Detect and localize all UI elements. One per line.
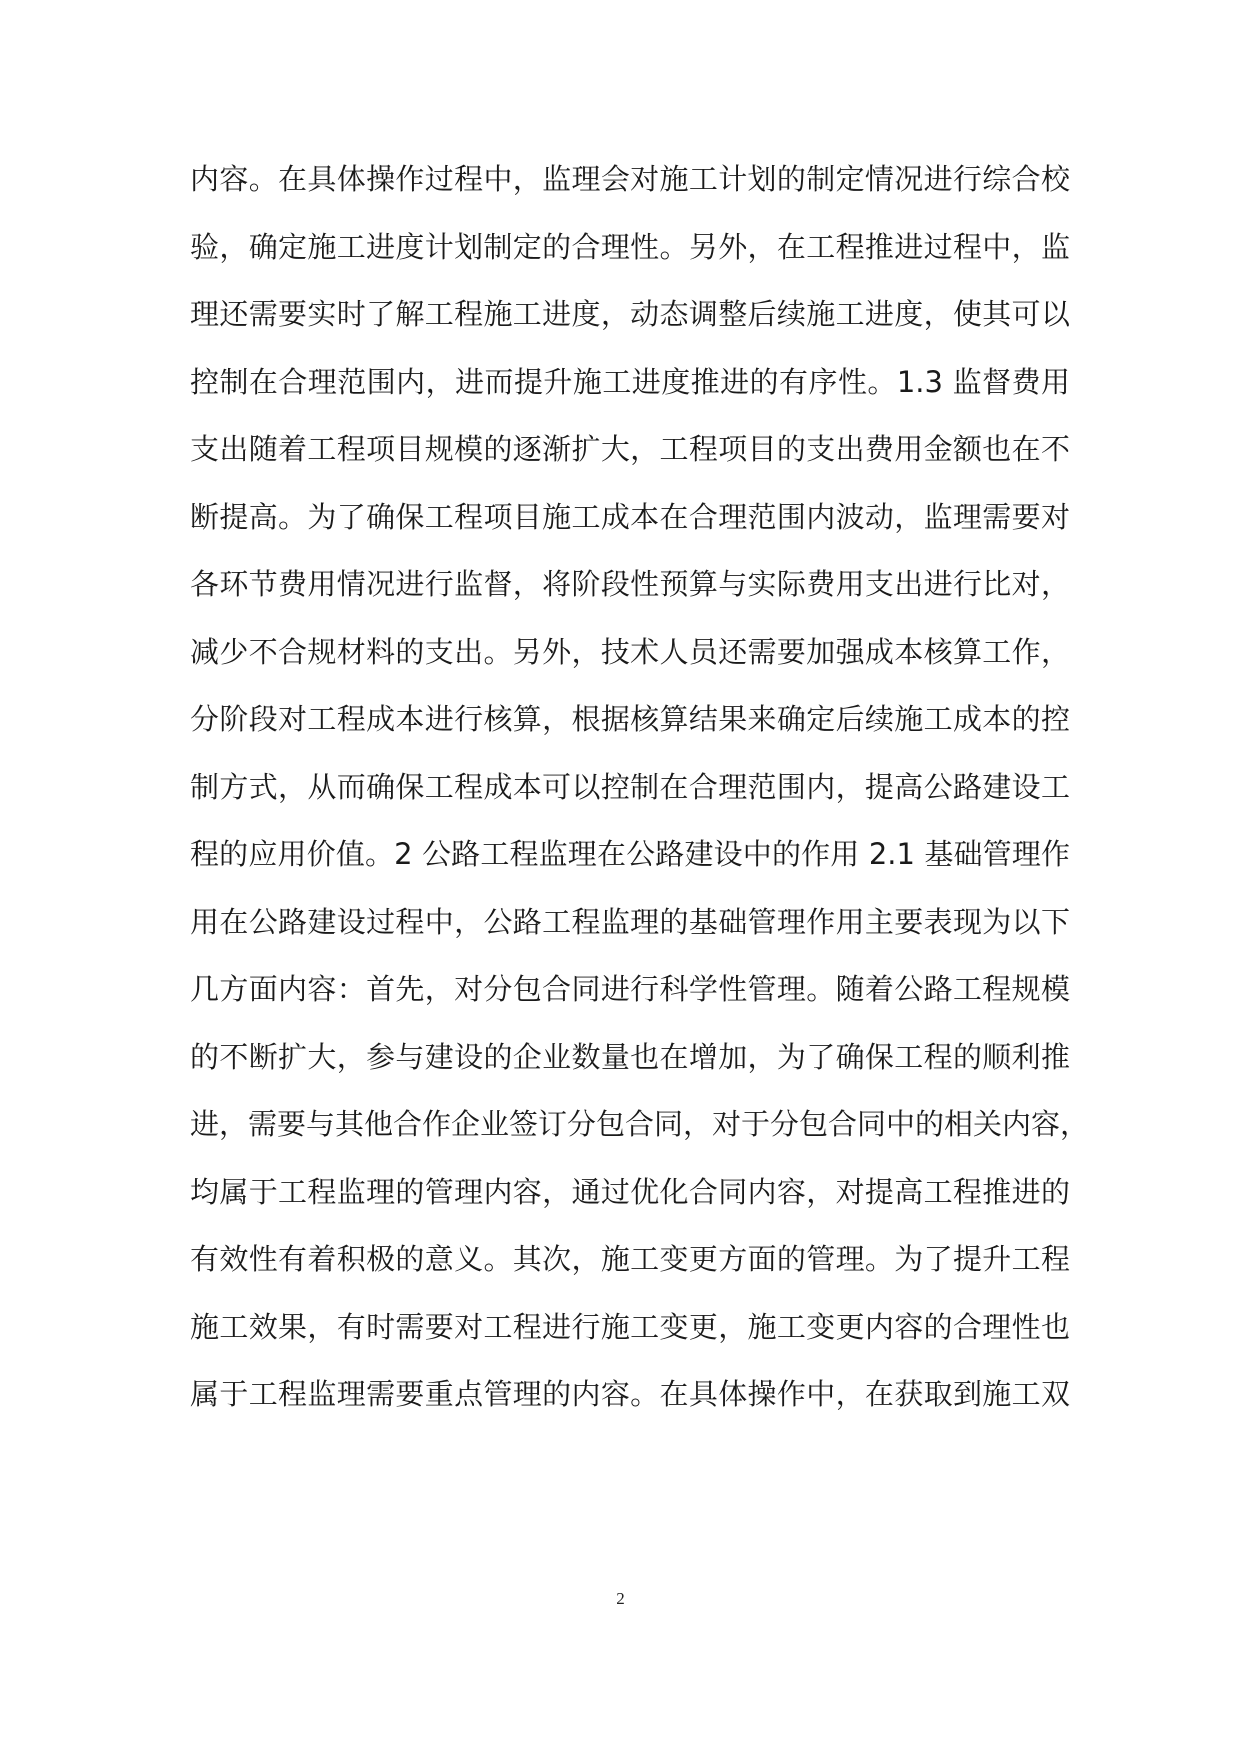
text-line: 施工效果，有时需要对工程进行施工变更，施工变更内容的合理性也 [190,1309,1070,1344]
text-line: 各环节费用情况进行监督，将阶段性预算与实际费用支出进行比对， [190,567,1070,601]
text-line: 有效性有着积极的意义。其次，施工变更方面的管理。为了提升工程 [190,1242,1070,1276]
text-line: 的不断扩大，参与建设的企业数量也在增加，为了确保工程的顺利推 [190,1039,1070,1074]
text-line: 进，需要与其他合作企业签订分包合同，对于分包合同中的相关内容， [190,1107,1090,1141]
text-line: 分阶段对工程成本进行核算，根据核算结果来确定后续施工成本的控 [190,702,1070,736]
text-line: 断提高。为了确保工程项目施工成本在合理范围内波动，监理需要对 [190,499,1070,534]
body-text [190,146,1090,1429]
text-line: 制方式，从而确保工程成本可以控制在合理范围内，提高公路建设工 [190,769,1070,804]
text-line: 减少不合规材料的支出。另外，技术人员还需要加强成本核算工作， [190,634,1070,669]
text-line: 均属于工程监理的管理内容，通过优化合同内容，对提高工程推进的 [190,1174,1070,1209]
text-line: 属于工程监理需要重点管理的内容。在具体操作中，在获取到施工双 [190,1377,1070,1411]
text-line: 程的应用价值。2 公路工程监理在公路建设中的作用 2.1 基础管理作 [190,837,1070,871]
text-line: 用在公路建设过程中，公路工程监理的基础管理作用主要表现为以下 [190,904,1070,939]
text-line: 验，确定施工进度计划制定的合理性。另外，在工程推进过程中，监 [190,229,1070,264]
text-line: 支出随着工程项目规模的逐渐扩大，工程项目的支出费用金额也在不 [190,432,1070,466]
text-line: 控制在合理范围内，进而提升施工进度推进的有序性。1.3 监督费用 [190,364,1070,399]
text-line: 几方面内容：首先，对分包合同进行科学性管理。随着公路工程规模 [190,972,1070,1006]
text-line: 内容。在具体操作过程中，监理会对施工计划的制定情况进行综合校 [190,162,1070,196]
text-line: 理还需要实时了解工程施工进度，动态调整后续施工进度，使其可以 [190,297,1070,331]
page-number: 2 [616,1589,625,1608]
